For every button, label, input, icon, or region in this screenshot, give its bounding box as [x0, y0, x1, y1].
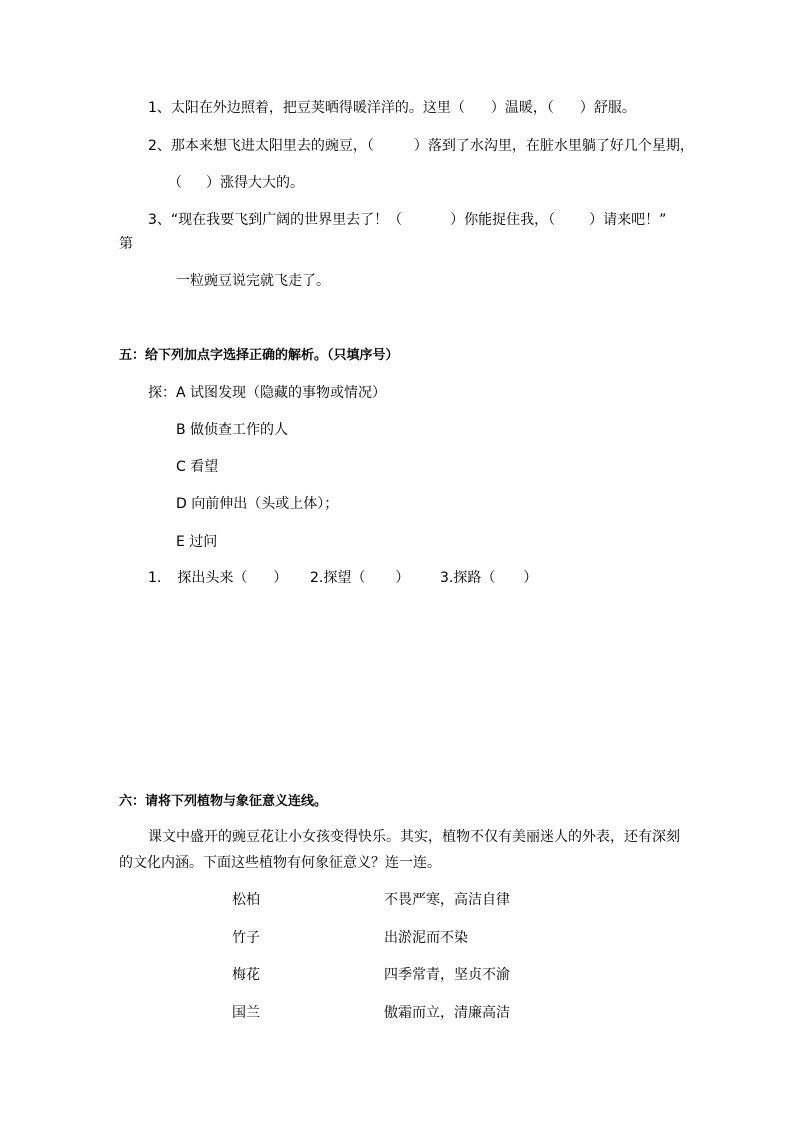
q1-text-pre: 1、太阳在外边照着，把豆荚晒得暖洋洋的。这里（ — [148, 100, 465, 116]
plant-item[interactable]: 梅花 — [232, 967, 260, 983]
meaning-item[interactable]: 四季常青，坚贞不渝 — [384, 967, 510, 983]
item-1 — [148, 568, 287, 588]
q3-text-pre: 3、“现在我要飞到广阔的世界里去了！（ — [148, 212, 403, 228]
plant-item[interactable]: 竹子 — [232, 930, 260, 946]
q3-wrap-char: 第 — [119, 236, 133, 252]
q2-text-post: ）落到了水沟里，在脏水里躺了好几个星期， — [413, 138, 694, 154]
section6-paragraph-line1: 课文中盛开的豌豆花让小女孩变得快乐。其实，植物不仅有美丽迷人的外表，还有深刻 — [148, 829, 680, 845]
option-c: C 看望 — [176, 459, 219, 475]
item-2-close: ） — [395, 570, 410, 586]
item-3-close: ） — [523, 570, 538, 586]
q2-continuation-line — [168, 173, 304, 193]
plant-item[interactable]: 国兰 — [232, 1005, 260, 1021]
item-2-text: 2.探望（ — [310, 570, 366, 586]
q1-text-post: ）舒服。 — [579, 100, 636, 116]
option-e: E 过问 — [176, 534, 218, 550]
plant-item[interactable]: 松柏 — [232, 892, 260, 908]
meaning-item[interactable]: 出淤泥而不染 — [384, 930, 468, 946]
section6-paragraph-line2: 的文化内涵。下面这些植物有何象征意义？连一连。 — [119, 855, 441, 871]
option-b: B 做侦查工作的人 — [176, 422, 289, 438]
q1-line — [148, 98, 636, 118]
option-d: D 向前伸出（头或上体）； — [176, 496, 339, 512]
item-1-label: 1. — [148, 570, 162, 586]
item-1-close: ） — [273, 570, 288, 586]
item-2 — [310, 568, 409, 588]
option-a: A 试图发现（隐藏的事物或情况） — [176, 385, 387, 401]
section6-title: 六：请将下列植物与象征意义连线。 — [119, 794, 328, 809]
q2-text-pre: 2、那本来想飞进太阳里去的豌豆，（ — [148, 138, 374, 154]
meaning-item[interactable]: 傲霜而立，清廉高洁 — [384, 1005, 510, 1021]
q2-line — [148, 136, 694, 156]
item-3-text: 3.探路（ — [440, 570, 496, 586]
q1-text-mid: ）温暖，（ — [490, 100, 554, 116]
meaning-item[interactable]: 不畏严寒，高洁自律 — [384, 892, 510, 908]
section5-char-label: 探： — [148, 385, 176, 401]
q2-cont-post: ）涨得大大的。 — [206, 175, 304, 191]
q3-text-mid: ）你能捉住我，（ — [450, 212, 556, 228]
q2-cont-pre: （ — [168, 175, 182, 191]
q3-text-post: ）请来吧！” — [589, 212, 667, 228]
section5-title: 五：给下列加点字选择正确的解析。（只填序号） — [119, 348, 399, 363]
item-3 — [440, 568, 537, 588]
q3-line — [148, 210, 666, 230]
item-1-text: 探出头来（ — [177, 570, 248, 586]
q3-continuation-line: 一粒豌豆说完就飞走了。 — [176, 273, 330, 289]
